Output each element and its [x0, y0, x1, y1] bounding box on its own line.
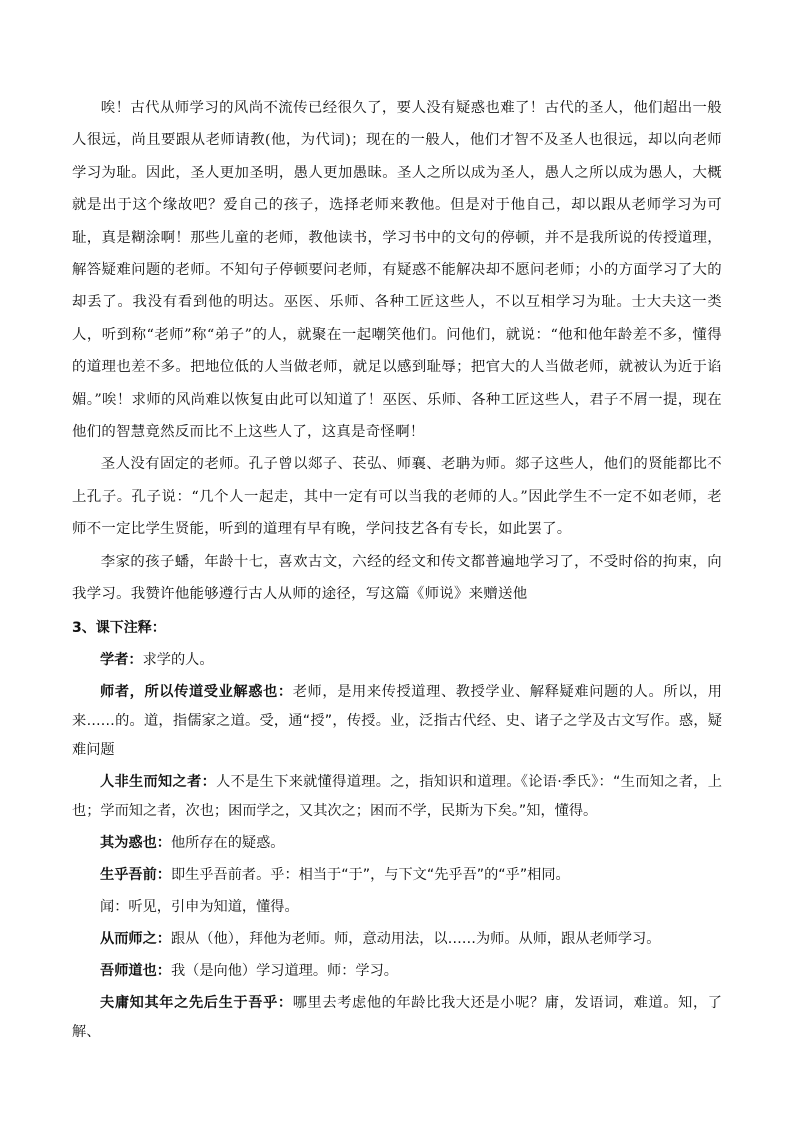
- note-term: 吾师道也：: [100, 962, 171, 979]
- note-item: [72, 829, 722, 858]
- note-text: 求学的人。: [142, 651, 214, 668]
- note-text: 闻：听见，引申为知道，懂得。: [100, 898, 299, 915]
- translation-paragraph-2: 圣人没有固定的老师。孔子曾以郯子、苌弘、师襄、老聃为师。郯子这些人，他们的贤能都比不上孔子。孔子说：“几个人一起走，其中一定有可以当我的老师的人。”因此学生不一定不如老师，老师不一定比学生贤能，听到的道理有早有晚，学问技艺各有专长，如此罢了。: [72, 456, 722, 538]
- note-term: 学者：: [100, 651, 143, 668]
- note-term: 生乎吾前：: [100, 866, 171, 883]
- translation-paragraph-1: 唉！古代从师学习的风尚不流传已经很久了，要人没有疑惑也难了！古代的圣人，他们超出一般人很远，尚且要跟从老师请教(他，为代词)；现在的一般人，他们才智不及圣人也很远，却以向老师学习为耻。因此，圣人更加圣明，愚人更加愚昧。圣人之所以成为圣人，愚人之所以成为愚人，大概就是出于这个缘故吧？爱自己的孩子，选择老师来教他。但是对于他自己，却以跟从老师学习为可耻，真是糊涂啊！那些儿童的老师，教他读书，学习书中的文句的停顿，并不是我所说的传授道理，解答疑难问题的老师。不知句子停顿要问老师，有疑惑不能解决却不愿问老师；小的方面学习了大的却丢了。我没有看到他的明达。巫医、乐师、各种工匠这些人，不以互相学习为耻。士大夫这一类人，听到称“老师”称“弟子”的人，就聚在一起嘲笑他们。问他们，就说：“他和他年龄差不多，懂得的道理也差不多。把地位低的人当做老师，就足以感到耻辱；把官大的人当做老师，就被认为近于谄媚。”唉！求师的风尚难以恢复由此可以知道了！巫医、乐师、各种工匠这些人，君子不屑一提，现在他们的智慧竟然反而比不上这些人了，这真是奇怪啊！: [72, 100, 722, 441]
- note-text: 哪里去考虑他的年龄比我大还是小呢？庸，发语词，难道。知，了解、: [72, 994, 722, 1040]
- note-text: 跟从（他），拜他为老师。师，意动用法，以……为师。从师，跟从老师学习。: [170, 930, 661, 947]
- note-term: 人非生而知之者：: [100, 773, 217, 790]
- note-item: [72, 646, 722, 675]
- translation-paragraph-3: 李家的孩子蟠，年龄十七，喜欢古文，六经的经文和传文都普遍地学习了，不受时俗的拘束，向我学习。我赞许他能够遵行古人从师的途径，写这篇《师说》来赠送他: [72, 553, 722, 603]
- note-term: 师者，所以传道受业解惑也：: [100, 683, 293, 700]
- note-item: [72, 925, 722, 954]
- section-title-notes: 3、课下注释：: [72, 619, 166, 636]
- note-item: [72, 957, 722, 986]
- note-text: 他所存在的疑惑。: [170, 834, 285, 851]
- note-item: [72, 989, 722, 1047]
- note-term: 其为惑也：: [100, 834, 171, 851]
- note-item: [72, 678, 722, 765]
- note-text: 人不是生下来就懂得道理。之，指知识和道理。《论语·季氏》：“生而知之者，上也；学而知之者，次也；困而学之，又其次之；困而不学，民斯为下矣。”知，懂得。: [72, 773, 722, 819]
- note-item: [72, 768, 722, 826]
- note-item: [72, 861, 722, 890]
- note-text: 老师，是用来传授道理、教授学业、解释疑难问题的人。所以，用来……的。道，指儒家之道。受，通“授”，传授。业，泛指古代经、史、诸子之学及古文写作。惑，疑难问题: [72, 683, 722, 758]
- note-term: 夫庸知其年之先后生于吾乎：: [100, 994, 293, 1011]
- note-item: [72, 893, 722, 922]
- note-text: 即生乎吾前者。乎：相当于“于”，与下文“先乎吾”的“乎”相同。: [170, 866, 570, 883]
- note-term: 从而师之：: [100, 930, 171, 947]
- note-text: 我（是向他）学习道理。师：学习。: [170, 962, 398, 979]
- document-content: [72, 92, 722, 1050]
